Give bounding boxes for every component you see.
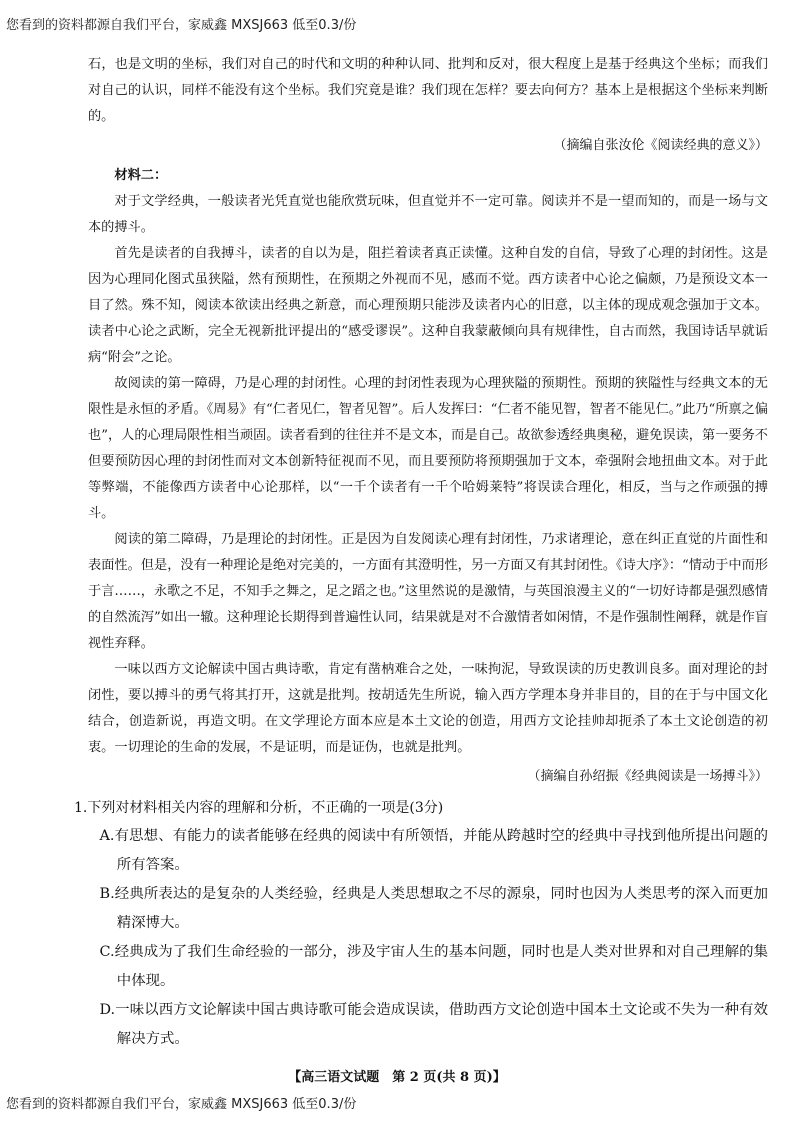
passage-paragraph: 对于文学经典，一般读者光凭直觉也能欣赏玩味，但直觉并不一定可靠。阅读并不是一望而知的，而是一场与文本的搏斗。	[88, 194, 768, 235]
answer-option-a: A.有思想、有能力的读者能够在经典的阅读中有所领悟，并能从跨越时空的经典中寻找到他所提出问题的所有答案。	[99, 828, 768, 873]
source-citation-1: （摘编自张汝伦《阅读经典的意义》）	[553, 138, 768, 153]
material-two-heading: 材料二：	[114, 168, 168, 183]
answer-option-c: C.经典成为了我们生命经验的一部分，涉及宇宙人生的基本问题，同时也是人类对世界和对自己理解的集中体现。	[99, 944, 768, 989]
passage-paragraph: 故阅读的第一障碍，乃是心理的封闭性。心理的封闭性表现为心理狭隘的预期性。预期的狭隘性与经典文本的无限性是永恒的矛盾。《周易》有“仁者见仁，智者见智”。后人发挥曰：“仁者不能见智，智者不能见仁。”此乃“所禀之偏也”，人的心理局限性相当顽固。读者看到的往往并不是文本，而是自己。故欲参透经典奥秘，避免误读，第一要务不但要预防因心理的封闭性而对文本创新特征视而不见，而且要预防将预期强加于文本，牵强附会地扭曲文本。对于此等弊端，不能像西方读者中心论那样，以“一千个读者有一千个哈姆莱特”将误读合理化，相反，当与之作顽强的搏斗。	[88, 376, 768, 521]
answer-option-d: D.一味以西方文论解读中国古典诗歌可能会造成误读，借助西方文论创造中国本土文论或不失为一种有效解决方式。	[99, 1002, 768, 1047]
watermark-banner-top: 您看到的资料都源自我们平台，家威鑫 MXSJ663 低至0.3/份	[6, 18, 357, 33]
passage-paragraph: 首先是读者的自我搏斗，读者的自以为是，阻拦着读者真正读懂。这种自发的自信，导致了心理的封闭性。这是因为心理同化图式虽狭隘，然有预期性，在预期之外视而不见，感而不觉。西方读者中心论之偏颇，乃是预设文本一目了然。殊不知，阅读本欲读出经典之新意，而心理预期只能涉及读者内心的旧意，以主体的现成观念强加于文本。读者中心论之武断，完全无视新批评提出的“感受谬误”。这种自我蒙蔽倾向具有规律性，自古而然，我国诗话早就诟病“附会”之论。	[88, 246, 768, 365]
question-stem: 1.下列对材料相关内容的理解和分析，不正确的一项是(3分)	[74, 800, 444, 816]
page-footer: 【高三语文试题 第 2 页(共 8 页)】	[288, 1070, 506, 1085]
passage-paragraph: 阅读的第二障碍，乃是理论的封闭性。正是因为自发阅读心理有封闭性，乃求诸理论，意在纠正直觉的片面性和表面性。但是，没有一种理论是绝对完美的，一方面有其澄明性，另一方面又有其封闭性。《诗大序》：“情动于中而形于言……，永歌之不足，不知手之舞之，足之蹈之也。”这里然说的是激情，与英国浪漫主义的“一切好诗都是强烈感情的自然流泻”如出一辙。这种理论长期得到普遍性认同，结果就是对不合激情者如闲情，不是作强制性阐释，就是作盲视性弃释。	[88, 532, 768, 651]
passage-opening: 石，也是文明的坐标，我们对自己的时代和文明的种种认同、批判和反对，很大程度上是基于经典这个坐标；而我们对自己的认识，同样不能没有这个坐标。我们究竟是谁？我们现在怎样？要去向何方？基本上是根据这个坐标来判断的。	[88, 57, 768, 124]
passage-paragraph: 一味以西方文论解读中国古典诗歌，肯定有凿枘难合之处，一味拘泥，导致误读的历史教训良多。面对理论的封闭性，要以搏斗的勇气将其打开，这就是批判。按胡适先生所说，输入西方学理本身并非目的，目的在于与中国文化结合，创造新说，再造文明。在文学理论方面本应是本土文论的创造，用西方文论挂帅却扼杀了本土文论创造的初衷。一切理论的生命的发展，不是证明，而是证伪，也就是批判。	[88, 662, 768, 755]
answer-options	[88, 822, 768, 1054]
watermark-banner-bottom: 您看到的资料都源自我们平台，家威鑫 MXSJ663 低至0.3/份	[6, 1097, 357, 1112]
answer-option-b: B.经典所表达的是复杂的人类经验，经典是人类思想取之不尽的源泉，同时也因为人类思考的深入而更加精深博大。	[99, 886, 768, 931]
exam-content	[74, 52, 768, 1054]
source-citation-2: （摘编自孙绍振《经典阅读是一场搏斗》）	[527, 769, 768, 784]
